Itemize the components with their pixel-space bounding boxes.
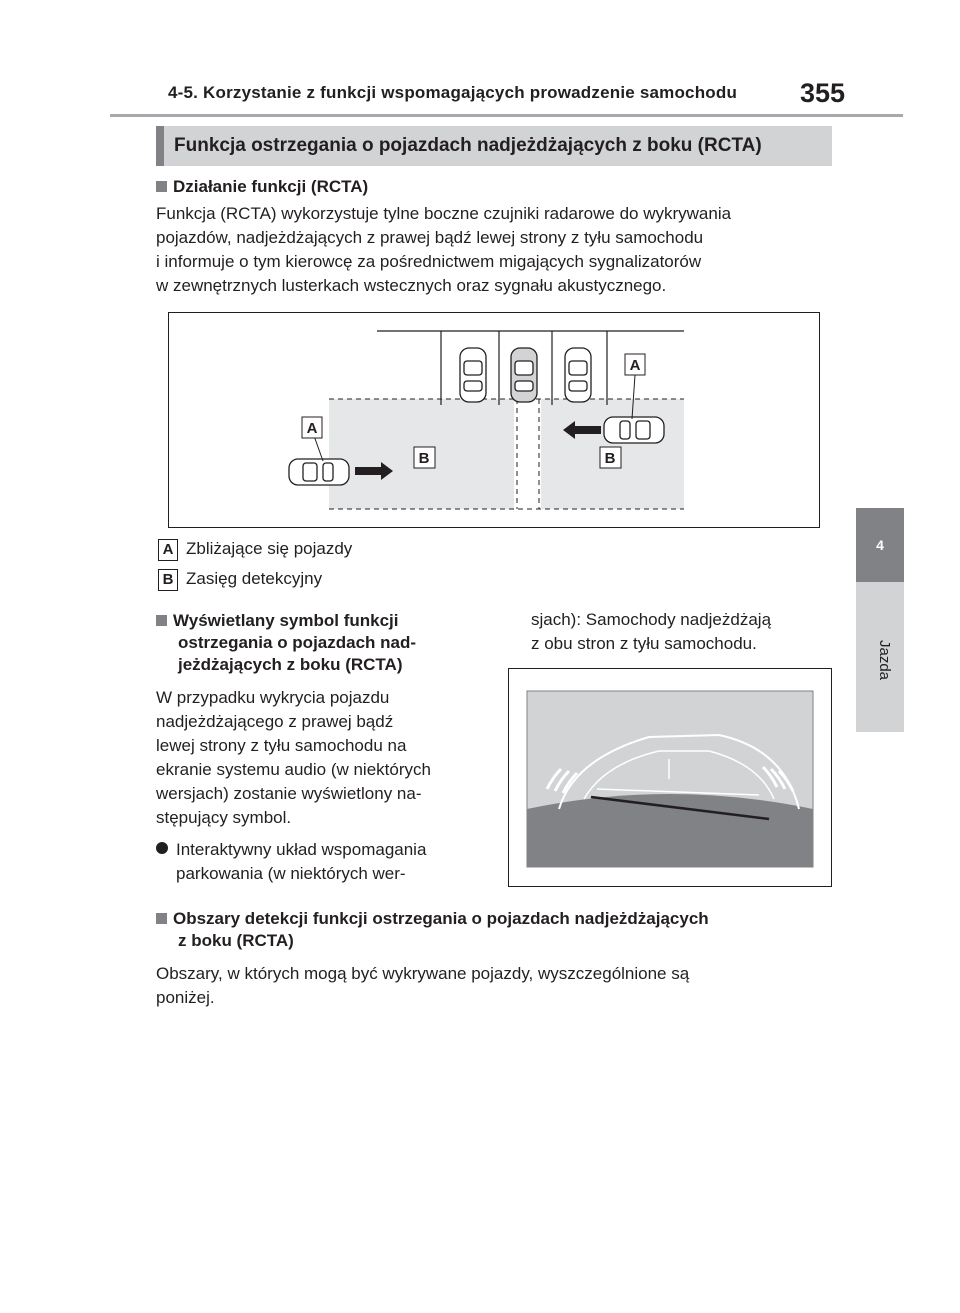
label-box-a-right (625, 354, 645, 375)
chapter-tab-label: Jazda (876, 640, 893, 681)
paragraph-continued: sjach): Samochody nadjeżdżają z obu stron z tyłu samochodu. (531, 610, 772, 653)
display-ground (527, 794, 813, 867)
legend-letter-a: A (158, 539, 178, 561)
approaching-car-right (604, 417, 664, 443)
page-number: 355 (800, 78, 846, 108)
section-title-accent (156, 126, 164, 166)
square-bullet-icon (156, 181, 167, 192)
header-divider (110, 114, 903, 117)
label-b-right: B (604, 450, 616, 467)
parked-car-own (511, 348, 537, 402)
chapter-tab-number: 4 (856, 508, 904, 582)
label-box-b-left (414, 447, 435, 468)
label-b-left: B (418, 450, 430, 467)
section-title-bar (156, 126, 832, 166)
paragraph-operation: Funkcja (RCTA) wykorzystuje tylne boczne czujniki radarowe do wykrywania pojazdów, nadjeżdżających z prawej bądź lewej strony z tyłu samochodu i informuje o tym kierowcę za pośrednictwem migających sygnalizatorów w zewnętrznych lusterkach wstecznych oraz sygnału akustycznego. (156, 204, 732, 295)
paragraph-display-symbol: W przypadku wykrycia pojazdu nadjeżdżającego z prawej bądź lewej strony z tyłu samochodu na ekranie systemu audio (w niektórych wersjach) zostanie wyświetlony na- stępujący symbol. (156, 688, 431, 827)
paragraph-detection-areas: Obszary, w których mogą być wykrywane pojazdy, wyszczególnione są poniżej. (156, 964, 690, 1007)
subheading-detection-areas: Obszary detekcji funkcji ostrzegania o pojazdach nadjeżdżających z boku (RCTA) (156, 908, 836, 952)
rcta-diagram (168, 312, 820, 528)
parked-car-3 (565, 348, 591, 402)
chapter-tab (856, 582, 904, 732)
rcta-display-figure (508, 668, 832, 887)
approaching-car-left (289, 459, 349, 485)
square-bullet-icon (156, 913, 167, 924)
bullet-interactive-parking: Interaktywny układ wspomagania parkowania (w niektórych wer- (156, 838, 496, 886)
subheading-display-symbol: Wyświetlany symbol funkcji ostrzegania o pojazdach nad- jeżdżających z boku (RCTA) (156, 610, 486, 676)
subheading-operation: Działanie funkcji (RCTA) (156, 176, 368, 198)
parked-car-1 (460, 348, 486, 402)
bullet-dot-icon (156, 842, 168, 854)
legend-item-b: B Zasięg detekcyjny (158, 567, 322, 591)
running-header: 4-5. Korzystanie z funkcji wspomagających prowadzenie samochodu (168, 83, 738, 102)
rcta-diagram-svg (169, 313, 819, 527)
label-a-right: A (629, 357, 641, 374)
label-a-left: A (306, 420, 318, 437)
label-box-a-left (302, 417, 322, 438)
legend-item-a: A Zbliżające się pojazdy (158, 537, 352, 561)
section-title: Funkcja ostrzegania o pojazdach nadjeżdżających z boku (RCTA) (174, 135, 762, 156)
label-box-b-right (600, 447, 621, 468)
rcta-display-svg (509, 669, 831, 886)
legend-letter-b: B (158, 569, 178, 591)
square-bullet-icon (156, 615, 167, 626)
